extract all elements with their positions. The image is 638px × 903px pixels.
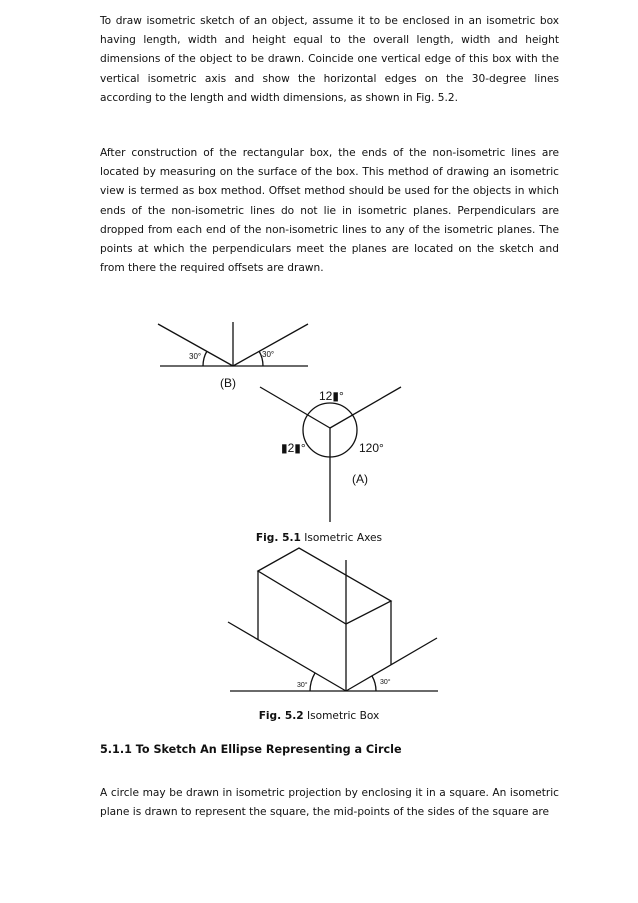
fig-5-1-caption-text: Isometric Axes <box>300 532 383 544</box>
fig-5-2-caption-number: Fig. 5.2 <box>258 710 304 722</box>
fig-5-2-isometric-box <box>228 548 438 691</box>
fig-5-1-a-right-angle: 120° <box>359 441 384 455</box>
paragraph-box-method-detail: After construction of the rectangular box, the ends of the non-isometric lines are located by measuring on the surface of the box. This method of drawing an isometric view is termed as box method. Offset method should be used for the objects in which ends of the non-isometric lines do not lie in isometric planes. Perpendiculars are dropped from each end of the non-isometric lines to any of the isometric planes. The points at which the perpendiculars meet the planes are located on the sketch and from there the required offsets are drawn. <box>100 147 559 275</box>
fig-5-2-right-angle: 30° <box>380 679 391 686</box>
fig-5-1-b-left-arc <box>203 351 207 366</box>
paragraph-box-method-intro: To draw isometric sketch of an object, assume it to be enclosed in an isometric box having length, width and height equal to the overall length, width and height dimensions of the object to be drawn. Coincide one vertical edge of this box with the vertical isometric axis and show the horizontal edges on the 30-degree lines according to the length and width dimensions, as shown in Fig. 5.2. <box>100 15 559 104</box>
fig-5-2-left-30-line <box>228 622 346 691</box>
fig-5-1-b-left-angle: 30° <box>189 352 202 361</box>
fig-5-2-left-arc <box>310 673 315 691</box>
fig-5-2-right-arc <box>372 676 376 691</box>
fig-5-2-left-angle: 30° <box>297 682 308 689</box>
paragraph-circle-isometric: A circle may be drawn in isometric projection by enclosing it in a square. An isometric plane is drawn to represent the square, the mid-points of the sides of the square are <box>100 787 559 819</box>
fig-5-1-a-left-angle: ▮2▮° <box>281 441 306 455</box>
fig-5-1-b-label: (B) <box>220 376 236 390</box>
fig-5-1-a-top-angle: 12▮° <box>319 389 344 403</box>
fig-5-2-box-top <box>258 548 391 624</box>
fig-5-1-b-right-axis <box>233 324 308 366</box>
fig-5-1-b-right-angle: 30° <box>262 350 275 359</box>
fig-5-1-caption <box>0 532 638 544</box>
section-heading: 5.1.1 To Sketch An Ellipse Representing a Circle <box>100 743 402 756</box>
fig-5-2-caption-text: Isometric Box <box>303 710 380 722</box>
fig-5-1-caption-number: Fig. 5.1 <box>255 532 301 544</box>
fig-5-1-a-label: (A) <box>352 472 368 486</box>
fig-5-1-b-axes <box>158 322 308 366</box>
fig-5-2-caption <box>0 710 638 722</box>
